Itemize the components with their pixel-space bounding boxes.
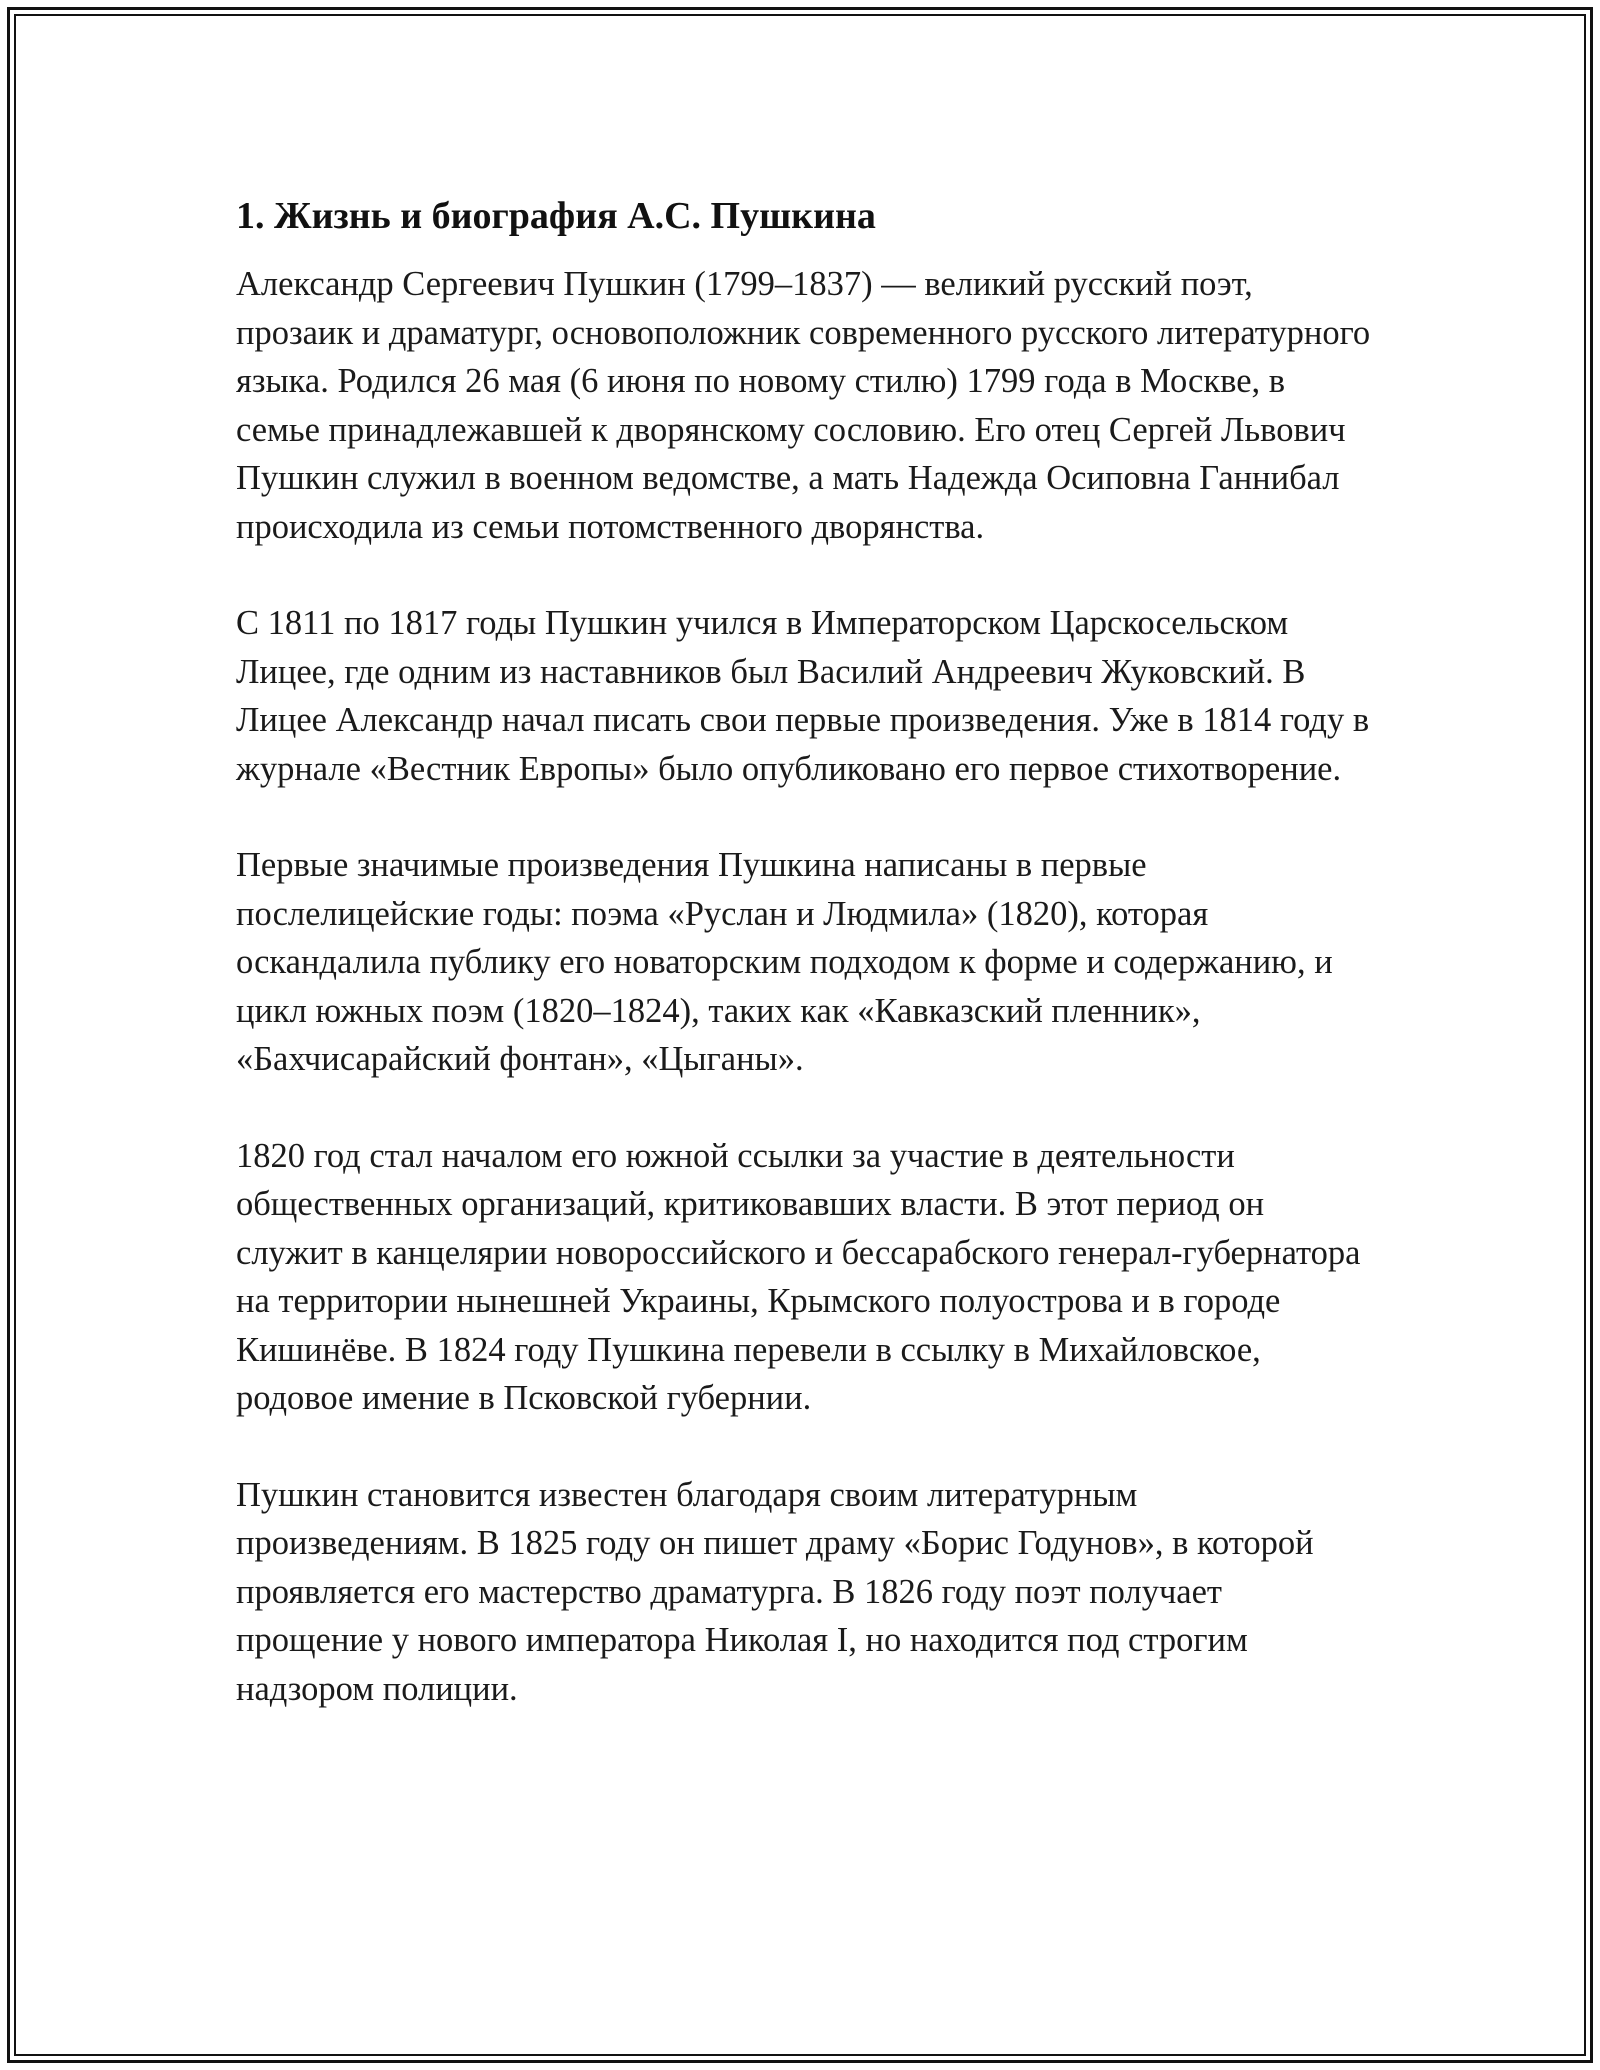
- paragraph-early-works: Первые значимые произведения Пушкина написаны в первые послелицейские годы: поэма «Руслан и Людмила» (1820), которая оскандалила публику его новаторским подходом к форме и содержанию, и цикл южных поэм (1820–1824), таких как «Кавказский пленник», «Бахчисарайский фонтан», «Цыганы».: [236, 846, 1333, 1078]
- section-heading: 1. Жизнь и биография А.С. Пушкина: [236, 195, 876, 237]
- paragraph-birth: Александр Сергеевич Пушкин (1799–1837) — великий русский поэт, прозаик и драматург, основоположник современного русского литературного языка. Родился 26 мая (6 июня по новому стилю) 1799 года в Москве, в семье принадлежавшей к дворянскому сословию. Его отец Сергей Львович Пушкин служил в военном ведомстве, а мать Надежда Осиповна Ганнибал происходила из семьи потомственного дворянства.: [236, 265, 1371, 546]
- document-page: [236, 188, 1376, 1761]
- paragraph-literary-fame: Пушкин становится известен благодаря своим литературным произведениям. В 1825 году он пишет драму «Борис Годунов», в которой проявляется его мастерство драматурга. В 1826 году поэт получает прощение у нового императора Николая I, но находится под строгим надзором полиции.: [236, 1475, 1314, 1708]
- paragraph-lyceum: С 1811 по 1817 годы Пушкин учился в Императорском Царскосельском Лицее, где одним из наставников был Василий Андреевич Жуковский. В Лицее Александр начал писать свои первые произведения. Уже в 1814 году в журнале «Вестник Европы» было опубликовано его первое стихотворение.: [236, 604, 1370, 788]
- paragraph-southern-exile: 1820 год стал началом его южной ссылки за участие в деятельности общественных организаций, критиковавших власти. В этот период он служит в канцелярии новороссийского и бессарабского генерал-губернатора на территории нынешней Украины, Крымского полуострова и в городе Кишинёве. В 1824 году Пушкина перевели в ссылку в Михайловское, родовое имение в Псковской губернии.: [236, 1136, 1361, 1417]
